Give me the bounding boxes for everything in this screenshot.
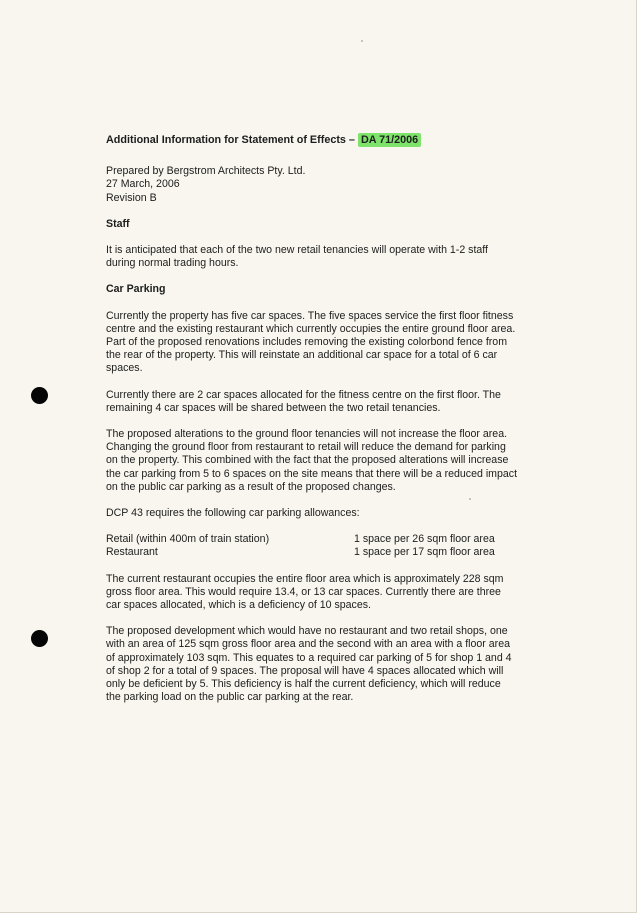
punch-hole-bottom [31,630,48,647]
allowance-row [106,546,526,559]
text-line: spaces. [106,362,143,375]
staff-paragraph [106,244,526,270]
text-line: Currently the property has five car spaces. The five spaces service the first floor fitness [106,309,514,322]
text-line: DCP 43 requires the following car parking allowances: [106,507,360,520]
text-line: Part of the proposed renovations includes removing the existing colorbond fence from [106,336,508,349]
car-parking-paragraph-5 [106,573,526,613]
text-line: centre and the existing restaurant which currently occupies the entire ground floor area. [106,322,516,335]
text-line: gross floor area. This would require 13.4, or 13 car spaces. Currently there are three [106,585,501,598]
document-body [106,134,526,718]
prepared-block [106,165,526,205]
text-line: The current restaurant occupies the entire floor area which is approximately 228 sqm [106,572,504,585]
text-line: on the property. This combined with the fact that the proposed alterations will increase [106,454,509,467]
text-line: the rear of the property. This will reinstate an additional car space for a total of 6 car [106,349,498,362]
scan-speck [361,40,363,42]
car-parking-paragraph-6 [106,625,526,704]
car-parking-paragraph-2 [106,389,526,415]
punch-hole-top [31,387,48,404]
text-line: on the public car parking as a result of the proposed changes. [106,480,396,493]
parking-allowances-table [106,533,526,559]
staff-heading: Staff [106,217,130,230]
car-parking-paragraph-4 [106,507,526,520]
text-line: of approximately 103 sqm. This equates to a required car parking of 5 for shop 1 and 4 [106,651,512,664]
text-line: The proposed development which would have no restaurant and two retail shops, one [106,625,508,638]
text-line: Changing the ground floor from restaurant to retail will reduce the demand for parking [106,441,506,454]
text-line: The proposed alterations to the ground floor tenancies will not increase the floor area. [106,428,508,441]
text-line: remaining 4 car spaces will be shared between the two retail tenancies. [106,401,441,414]
document-title [106,134,526,147]
text-line: Currently there are 2 car spaces allocated for the fitness centre on the first floor. The [106,388,501,401]
text-line: only be deficient by 5. This deficiency is half the current deficiency, which will reduce [106,678,501,691]
prepared-by: Prepared by Bergstrom Architects Pty. Ltd. [106,165,306,178]
text-line: of shop 2 for a total of 9 spaces. The proposal will have 4 spaces allocated which will [106,664,504,677]
text-line: the parking load on the public car parking at the rear. [106,691,354,704]
title-text: Additional Information for Statement of Effects – [106,134,358,146]
text-line: It is anticipated that each of the two new retail tenancies will operate with 1-2 staff [106,244,488,257]
text-line: car spaces allocated, which is a deficiency of 10 spaces. [106,599,371,612]
text-line: with an area of 125 sqm gross floor area and the second with an area with a floor area [106,638,510,651]
text-line: the car parking from 5 to 6 spaces on the site means that there will be a reduced impact [106,467,518,480]
allowance-rate: 1 space per 26 sqm floor area [354,533,495,546]
allowance-rate: 1 space per 17 sqm floor area [354,546,495,559]
revision: Revision B [106,191,157,204]
car-parking-paragraph-3 [106,428,526,494]
allowance-use: Retail (within 400m of train station) [106,533,270,546]
car-parking-heading: Car Parking [106,283,166,296]
car-parking-paragraph-1 [106,310,526,376]
allowance-row [106,533,526,546]
allowance-use: Restaurant [106,546,158,559]
text-line: during normal trading hours. [106,257,239,270]
da-reference-highlight: DA 71/2006 [358,133,421,147]
prepared-date: 27 March, 2006 [106,178,180,191]
